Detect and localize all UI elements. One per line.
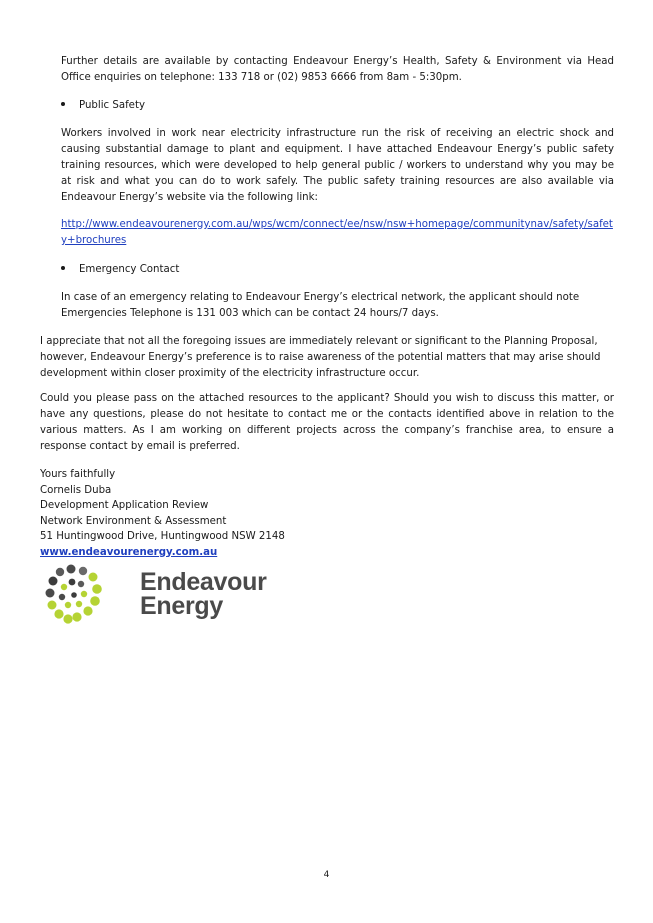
signature-website-link[interactable]: www.endeavourenergy.com.au xyxy=(40,546,218,558)
bullet-emergency-contact xyxy=(61,262,179,278)
signature-name: Cornelis Duba xyxy=(40,484,112,496)
signature-block xyxy=(40,467,285,560)
paragraph-appreciate: I appreciate that not all the foregoing issues are immediately relevant or significant to the Planning Proposal, however, Endeavour Energy’s preference is to raise awareness of the potential matters that may arise should development within closer proximity of the electricity infrastructure occur. xyxy=(40,336,601,379)
bullet-emergency-label: Emergency Contact xyxy=(79,264,180,275)
signature-title: Development Application Review xyxy=(40,500,209,511)
safety-brochures-link[interactable] xyxy=(61,217,614,249)
bullet-dot-icon xyxy=(61,102,65,106)
signature-address: 51 Huntingwood Drive, Huntingwood NSW 2148 xyxy=(40,531,285,542)
signature-department: Network Environment & Assessment xyxy=(40,515,227,527)
paragraph-public-safety: Workers involved in work near electricity infrastructure run the risk of receiving an electric shock and causing substantial damage to plant and equipment. I have attached Endeavour Energy’s public safety training resources, which were developed to help general public / workers to understand why you may be at risk and what you can do to work safely. The public safety training resources are also available via Endeavour Energy’s website via the following link: xyxy=(61,128,614,203)
endeavour-energy-logo xyxy=(44,563,284,627)
signature-closing: Yours faithfully xyxy=(40,469,116,480)
bullet-public-safety-label: Public Safety xyxy=(79,100,145,111)
safety-link-line1[interactable]: http://www.endeavourenergy.com.au/wps/wcm/connect/ee/nsw/nsw+homepage/communitynav/safety/safet xyxy=(61,219,613,230)
logo-text-energy: Energy xyxy=(140,592,223,620)
logo-dots-icon xyxy=(44,563,104,627)
paragraph-could-you: Could you please pass on the attached resources to the applicant? Should you wish to discuss this matter, or have any questions, please do not hesitate to contact me or the contacts identified above in relation to the various matters. As I am working on different projects across the company’s franchise area, to ensure a response contact by email is preferred. xyxy=(40,393,614,452)
paragraph-further-details: Further details are available by contacting Endeavour Energy’s Health, Safety & Environment via Head Office enquiries on telephone: 133 718 or (02) 9853 6666 from 8am - 5:30pm. xyxy=(61,56,614,83)
page-number: 4 xyxy=(323,870,330,880)
bullet-public-safety xyxy=(61,98,145,114)
safety-link-line2[interactable]: y+brochures xyxy=(61,235,127,246)
paragraph-emergency: In case of an emergency relating to Endeavour Energy’s electrical network, the applicant should note Emergencies Telephone is 131 003 which can be contact 24 hours/7 days. xyxy=(61,292,580,319)
bullet-dot-icon xyxy=(61,266,65,270)
logo-text-endeavour: Endeavour xyxy=(140,568,267,596)
